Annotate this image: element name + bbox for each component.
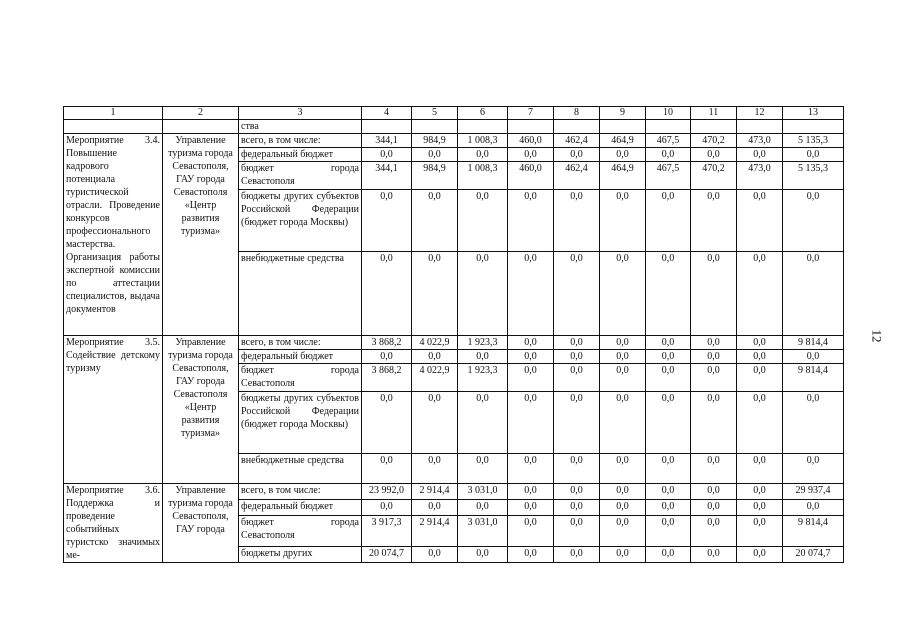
value-cell: 0,0 [412,350,458,364]
activity-cell: Мероприятие 3.5. Содействие детскому туризму [64,336,163,484]
value-cell: 0,0 [458,547,508,563]
value-cell: 0,0 [554,484,600,500]
value-cell: 0,0 [554,148,600,162]
column-number-6: 6 [458,107,508,120]
value-cell: 0,0 [737,515,783,547]
value-cell: 0,0 [458,499,508,515]
value-cell: 0,0 [458,454,508,484]
funding-source-cell: федеральный бюджет [239,350,362,364]
value-cell: 0,0 [362,148,412,162]
value-cell: 467,5 [646,162,691,190]
value-cell: 0,0 [554,350,600,364]
activity-cell: Мероприятие 3.4. Повышение кадрового потенциала туристической отрасли. Проведение конкурсов профессионального мастерства. Организация работы экспертной комиссии по аттестации специалистов, выдача документов [64,134,163,336]
value-cell: 0,0 [737,190,783,252]
value-cell: 0,0 [412,392,458,454]
value-cell: 3 031,0 [458,515,508,547]
value-cell: 0,0 [737,336,783,350]
total-value-cell: 9 814,4 [783,336,844,350]
value-cell: 467,5 [646,134,691,148]
column-number-4: 4 [362,107,412,120]
value-cell: 0,0 [691,364,737,392]
value-cell: 0,0 [362,190,412,252]
table-row [64,134,844,148]
value-cell: 0,0 [646,336,691,350]
continuation-row [64,120,844,134]
funding-source-cell: бюджеты других [239,547,362,563]
column-number-7: 7 [508,107,554,120]
value-cell: 0,0 [646,148,691,162]
value-cell: 0,0 [412,499,458,515]
value-cell: 344,1 [362,134,412,148]
value-cell: 984,9 [412,162,458,190]
value-cell: 0,0 [691,392,737,454]
column-number-8: 8 [554,107,600,120]
funding-source-cell: бюджеты других субъектов Российской Федерации (бюджет города Москвы) [239,190,362,252]
value-cell: 0,0 [554,336,600,350]
value-cell: 0,0 [646,252,691,336]
value-cell: 460,0 [508,162,554,190]
value-cell: 0,0 [508,252,554,336]
value-cell: 0,0 [600,484,646,500]
continuation-source-cell: ства [239,120,362,134]
value-cell: 1 923,3 [458,364,508,392]
value-cell: 0,0 [362,350,412,364]
value-cell: 0,0 [412,454,458,484]
value-cell: 0,0 [646,484,691,500]
value-cell: 0,0 [600,350,646,364]
table-row [64,336,844,350]
value-cell: 0,0 [508,148,554,162]
value-cell: 2 914,4 [412,515,458,547]
value-cell: 0,0 [554,499,600,515]
value-cell: 0,0 [554,454,600,484]
value-cell: 0,0 [508,336,554,350]
value-cell: 0,0 [646,350,691,364]
value-cell: 0,0 [508,454,554,484]
total-value-cell: 5 135,3 [783,162,844,190]
value-cell: 3 917,3 [362,515,412,547]
total-value-cell: 29 937,4 [783,484,844,500]
value-cell: 0,0 [554,364,600,392]
value-cell: 0,0 [600,515,646,547]
total-value-cell: 0,0 [783,499,844,515]
value-cell: 460,0 [508,134,554,148]
column-number-3: 3 [239,107,362,120]
value-cell: 0,0 [691,252,737,336]
value-cell: 0,0 [508,392,554,454]
total-value-cell: 5 135,3 [783,134,844,148]
column-number-11: 11 [691,107,737,120]
value-cell: 0,0 [600,454,646,484]
page-number: 12 [869,329,885,343]
funding-source-cell: бюджет города Севастополя [239,515,362,547]
value-cell: 3 868,2 [362,364,412,392]
value-cell: 0,0 [458,392,508,454]
value-cell: 0,0 [737,454,783,484]
value-cell: 0,0 [737,392,783,454]
value-cell: 2 914,4 [412,484,458,500]
column-number-13: 13 [783,107,844,120]
value-cell: 0,0 [554,392,600,454]
value-cell: 0,0 [600,148,646,162]
funding-source-cell: федеральный бюджет [239,499,362,515]
value-cell: 0,0 [554,190,600,252]
funding-source-cell: всего, в том числе: [239,336,362,350]
funding-source-cell: всего, в том числе: [239,134,362,148]
table-body [64,107,844,563]
funding-source-cell: федеральный бюджет [239,148,362,162]
value-cell: 0,0 [646,190,691,252]
value-cell: 0,0 [600,392,646,454]
value-cell: 344,1 [362,162,412,190]
value-cell: 0,0 [458,252,508,336]
value-cell: 0,0 [458,148,508,162]
column-number-5: 5 [412,107,458,120]
value-cell: 0,0 [600,499,646,515]
funding-source-cell: бюджет города Севастополя [239,162,362,190]
funding-source-cell: бюджет города Севастополя [239,364,362,392]
budget-table [63,106,844,563]
value-cell: 0,0 [737,364,783,392]
value-cell: 0,0 [554,515,600,547]
value-cell: 0,0 [458,350,508,364]
value-cell: 0,0 [646,515,691,547]
value-cell: 464,9 [600,162,646,190]
value-cell: 0,0 [646,454,691,484]
funding-source-cell: бюджеты других субъектов Российской Федерации (бюджет города Москвы) [239,392,362,454]
value-cell: 0,0 [412,252,458,336]
value-cell: 0,0 [508,364,554,392]
value-cell: 0,0 [737,350,783,364]
total-value-cell: 0,0 [783,190,844,252]
value-cell: 3 031,0 [458,484,508,500]
value-cell: 0,0 [362,454,412,484]
value-cell: 0,0 [600,547,646,563]
value-cell: 473,0 [737,162,783,190]
value-cell: 0,0 [412,190,458,252]
value-cell: 984,9 [412,134,458,148]
total-value-cell: 9 814,4 [783,515,844,547]
value-cell: 0,0 [691,454,737,484]
funding-source-cell: внебюджетные средства [239,252,362,336]
value-cell: 0,0 [412,547,458,563]
value-cell: 0,0 [508,499,554,515]
value-cell: 0,0 [737,547,783,563]
value-cell: 0,0 [737,252,783,336]
executor-cell: Управление туризма города Севастополя, ГАУ города Севастополя «Центр развития туризма» [163,134,239,336]
value-cell: 1 923,3 [458,336,508,350]
value-cell: 0,0 [737,499,783,515]
value-cell: 464,9 [600,134,646,148]
value-cell: 0,0 [554,547,600,563]
value-cell: 0,0 [691,190,737,252]
value-cell: 0,0 [412,148,458,162]
value-cell: 0,0 [646,499,691,515]
executor-cell: Управление туризма города Севастополя, ГАУ города [163,484,239,563]
value-cell: 0,0 [508,350,554,364]
value-cell: 0,0 [508,190,554,252]
value-cell: 0,0 [600,252,646,336]
funding-source-cell: внебюджетные средства [239,454,362,484]
value-cell: 0,0 [600,190,646,252]
continuation-executor-cell [163,120,239,134]
total-value-cell: 0,0 [783,350,844,364]
value-cell: 0,0 [600,364,646,392]
column-number-2: 2 [163,107,239,120]
value-cell: 0,0 [362,252,412,336]
value-cell: 0,0 [691,515,737,547]
total-value-cell: 0,0 [783,148,844,162]
total-value-cell: 0,0 [783,454,844,484]
value-cell: 1 008,3 [458,134,508,148]
value-cell: 0,0 [737,148,783,162]
value-cell: 0,0 [691,336,737,350]
value-cell: 0,0 [508,547,554,563]
column-number-9: 9 [600,107,646,120]
activity-cell: Мероприятие 3.6. Поддержка и проведение событийных туристско значимых ме- [64,484,163,563]
value-cell: 0,0 [646,392,691,454]
value-cell: 0,0 [508,515,554,547]
value-cell: 0,0 [691,350,737,364]
value-cell: 3 868,2 [362,336,412,350]
value-cell: 0,0 [691,547,737,563]
total-value-cell: 9 814,4 [783,364,844,392]
value-cell: 4 022,9 [412,364,458,392]
value-cell: 0,0 [691,499,737,515]
table-row [64,484,844,500]
value-cell: 4 022,9 [412,336,458,350]
value-cell: 0,0 [646,364,691,392]
executor-cell: Управление туризма города Севастополя, ГАУ города Севастополя «Центр развития туризма» [163,336,239,484]
value-cell: 0,0 [737,484,783,500]
value-cell: 462,4 [554,134,600,148]
value-cell: 462,4 [554,162,600,190]
total-value-cell: 0,0 [783,252,844,336]
value-cell: 0,0 [362,392,412,454]
value-cell: 0,0 [458,190,508,252]
column-number-10: 10 [646,107,691,120]
funding-source-cell: всего, в том числе: [239,484,362,500]
value-cell: 0,0 [600,336,646,350]
value-cell: 0,0 [554,252,600,336]
value-cell: 0,0 [691,484,737,500]
value-cell: 0,0 [508,484,554,500]
value-cell: 0,0 [362,499,412,515]
continuation-activity-cell [64,120,163,134]
total-value-cell: 0,0 [783,392,844,454]
value-cell: 473,0 [737,134,783,148]
value-cell: 0,0 [646,547,691,563]
value-cell: 470,2 [691,162,737,190]
value-cell: 0,0 [691,148,737,162]
value-cell: 470,2 [691,134,737,148]
total-value-cell: 20 074,7 [783,547,844,563]
value-cell: 20 074,7 [362,547,412,563]
column-number-row [64,107,844,120]
column-number-12: 12 [737,107,783,120]
column-number-1: 1 [64,107,163,120]
value-cell: 1 008,3 [458,162,508,190]
value-cell: 23 992,0 [362,484,412,500]
